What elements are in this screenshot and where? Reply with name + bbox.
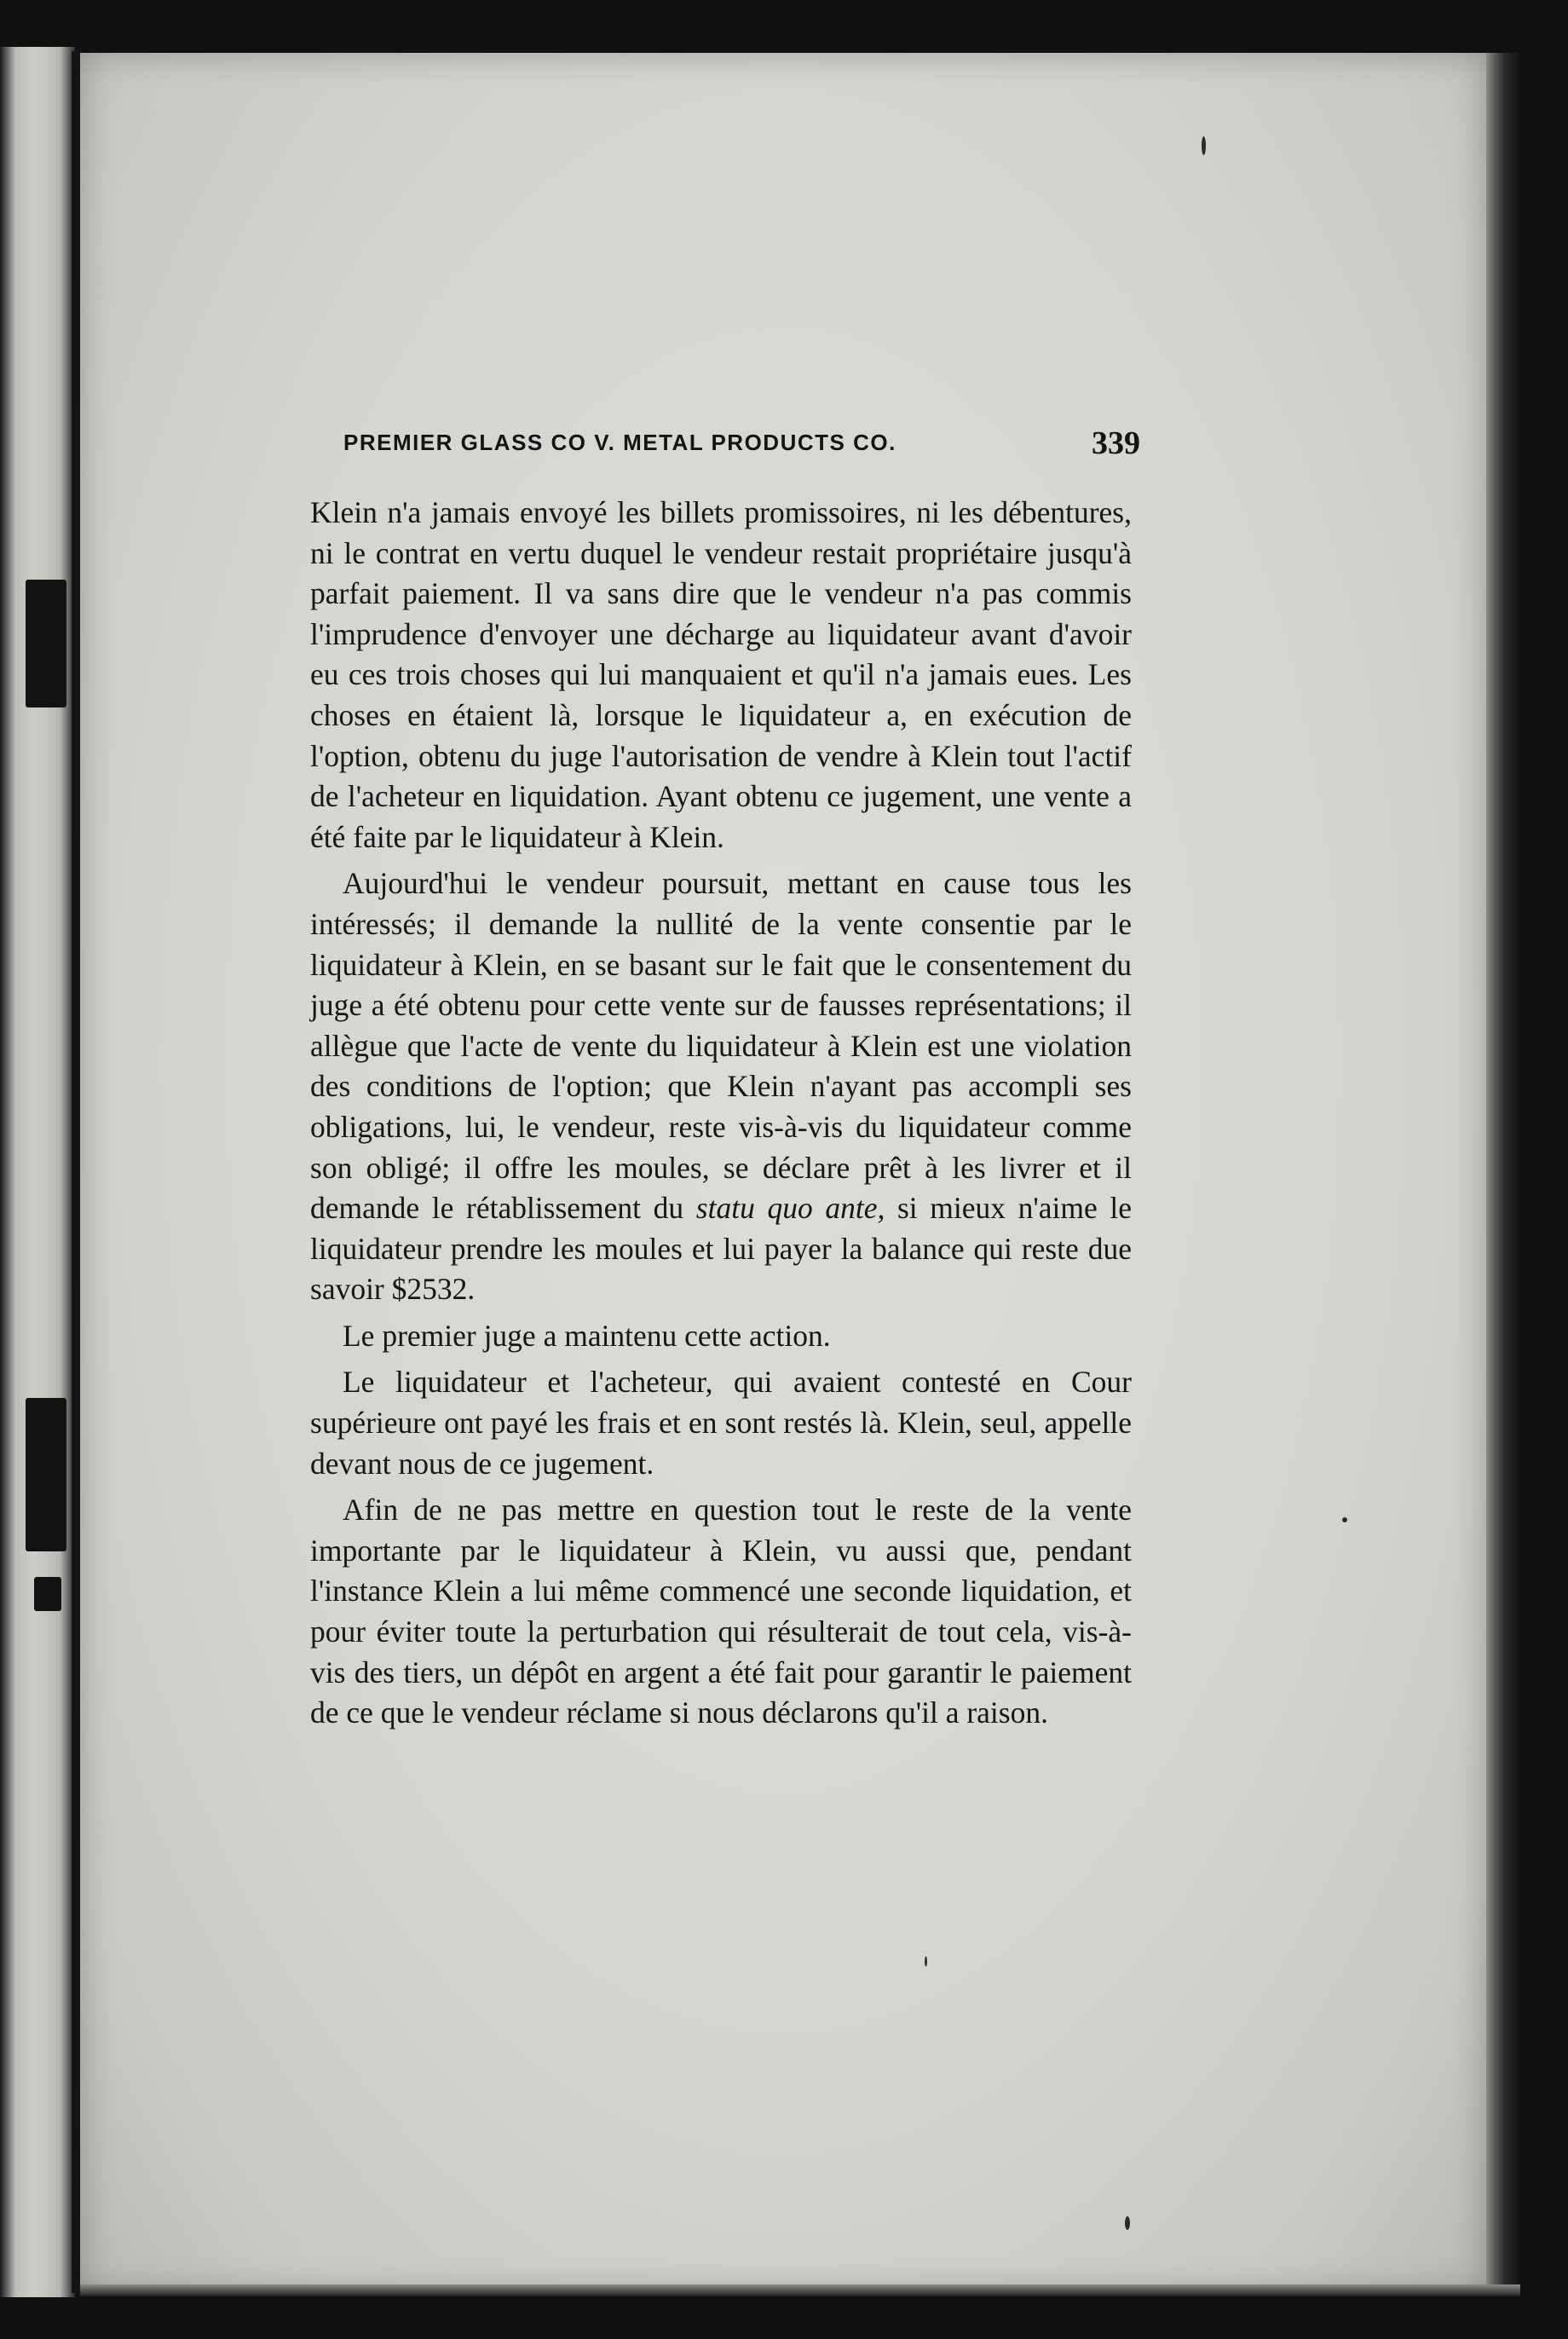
body-text bbox=[310, 493, 1132, 1740]
scan-speck bbox=[925, 1956, 927, 1966]
paragraph-2-text-end: si mieux n'aime le liquidateur prendre les moules et lui payer la balance qui reste due savoir $2532. bbox=[310, 1191, 1133, 1307]
binding-mark bbox=[34, 1577, 61, 1611]
scan-speck bbox=[1125, 2216, 1130, 2230]
page-bottom-edge bbox=[80, 2284, 1520, 2296]
paragraph-1: Klein n'a jamais envoyé les billets promissoires, ni les débentures, ni le contrat en vertu duquel le vendeur restait propriétaire jusqu'à parfait paiement. Il va sans dire que le vendeur n'a pas commis l'imprudence d'envoyer une décharge au liquidateur avant d'avoir eu ces trois choses qui lui manquaient et qu'il n'a jamais eues. Les choses en étaient là, lorsque le liquidateur a, en exécution de l'option, obtenu du juge l'autorisation de vendre à Klein tout l'actif de l'acheteur en liquidation. Ayant obtenu ce jugement, une vente a été faite par le liquidateur à Klein. bbox=[310, 495, 1132, 854]
page-number: 339 bbox=[1092, 425, 1140, 461]
scan-speck bbox=[1202, 136, 1206, 155]
paragraph-2-text: Aujourd'hui le vendeur poursuit, mettant en cause tous les intéressés; il demande la nullité de la vente consentie par le liquidateur à Klein, en se basant sur le fait que le consentement du juge a été obtenu pour cette vente sur de fausses représentations; il allègue que l'acte de vente du liquidateur à Klein est une violation des conditions de l'option; que Klein n'ayant pas accompli ses obligations, lui, le vendeur, reste vis-à-vis du liquidateur comme son obligé; il offre les moules, se déclare prêt à les livrer et il demande le rétablissement du bbox=[310, 866, 1132, 1226]
scan-speck bbox=[1342, 1517, 1347, 1522]
paragraph-5: Afin de ne pas mettre en question tout le reste de la vente importante par le liquidateur à Klein, vu aussi que, pendant l'instance Klein a lui même commencé une seconde liquidation, et pour éviter toute la perturbation qui résulterait de tout cela, vis-à-vis des tiers, un dépôt en argent a été fait pour garantir le paiement de ce que le vendeur réclame si nous déclarons qu'il a raison. bbox=[310, 1493, 1132, 1730]
page-right-edge bbox=[1486, 53, 1520, 2293]
running-head: PREMIER GLASS CO V. METAL PRODUCTS CO. bbox=[343, 430, 896, 455]
latin-phrase: statu quo ante, bbox=[695, 1191, 885, 1226]
binding-mark bbox=[26, 580, 66, 707]
binding-gutter bbox=[72, 51, 80, 2293]
binding-mark bbox=[26, 1398, 66, 1551]
paragraph-2 bbox=[310, 863, 1132, 1310]
facing-page-edge bbox=[0, 47, 75, 2297]
page-header bbox=[343, 424, 1140, 467]
paragraph-3: Le premier juge a maintenu cette action. bbox=[343, 1318, 831, 1353]
paragraph-4: Le liquidateur et l'acheteur, qui avaient contesté en Cour supérieure ont payé les frais et en sont restés là. Klein, seul, appelle devant nous de ce jugement. bbox=[310, 1365, 1132, 1481]
